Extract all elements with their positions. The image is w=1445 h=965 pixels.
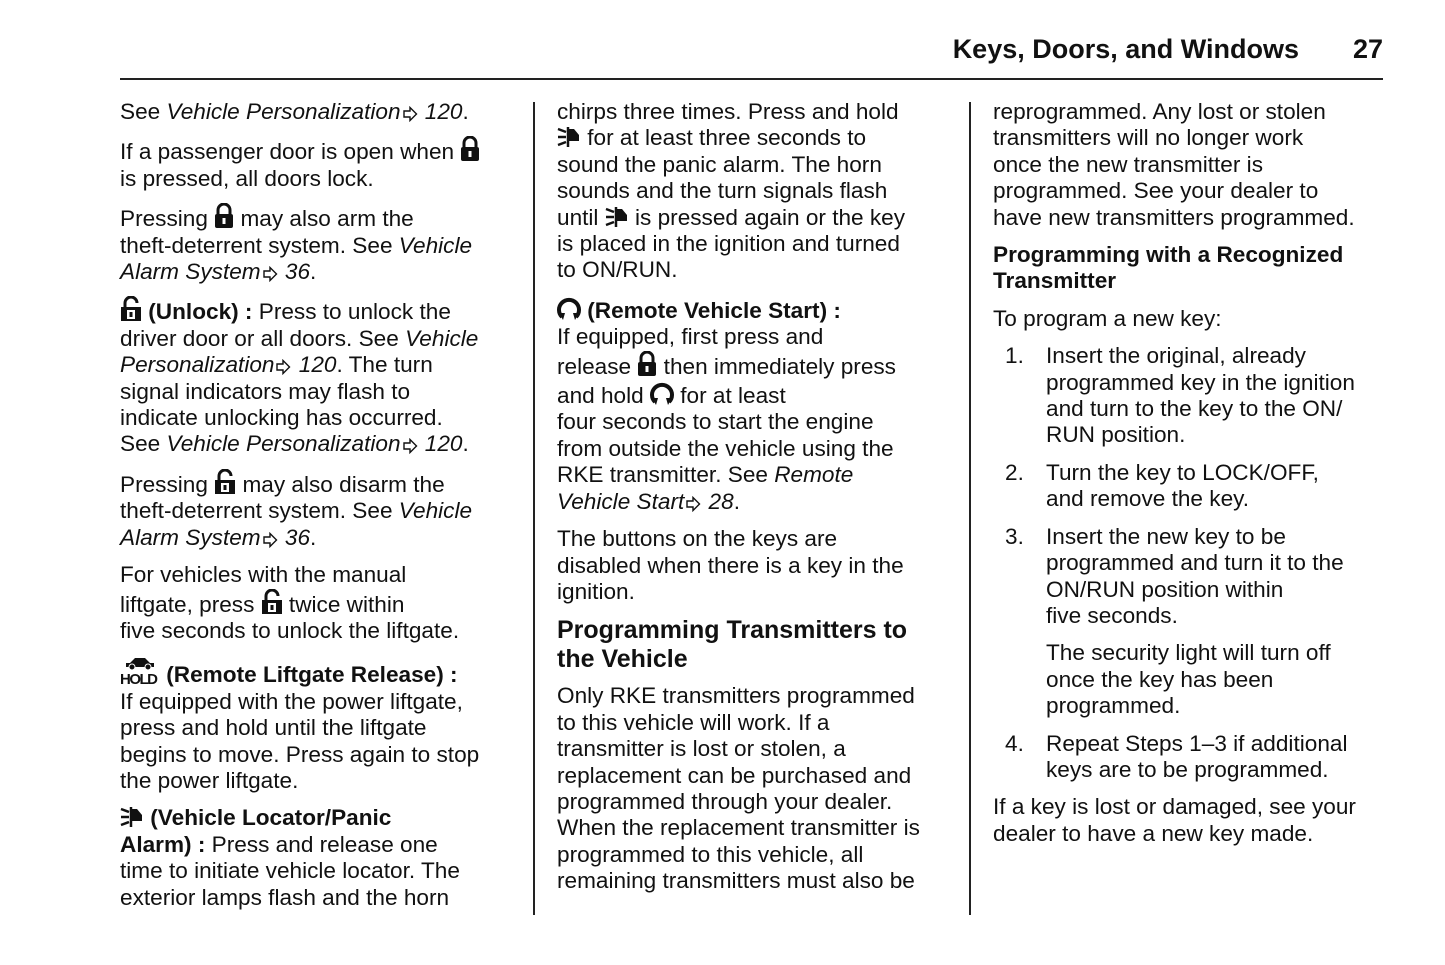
text: Press to unlock the [252, 299, 451, 325]
button-name: (Remote Vehicle Start) : [581, 297, 841, 323]
text: once the key has been [1046, 666, 1274, 692]
text-line [557, 351, 977, 380]
text-line [120, 136, 540, 165]
header-divider [120, 78, 1383, 80]
text-line [1046, 460, 1413, 486]
text: once the new transmitter is [993, 151, 1263, 177]
section-heading [557, 616, 977, 674]
text-line [1046, 667, 1413, 693]
text-line [993, 125, 1413, 151]
text-line [120, 203, 540, 232]
text-line [120, 832, 540, 858]
text: Programming Transmitters to [557, 616, 908, 645]
page-number: 27 [1352, 34, 1383, 64]
text: signal indicators may flash to [120, 378, 411, 404]
text-line [1046, 343, 1413, 369]
section-heading [993, 242, 1413, 295]
text-line [557, 815, 977, 841]
text-line [120, 589, 540, 618]
text-line [557, 125, 977, 151]
text: programmed and turn it to the [1046, 550, 1344, 576]
panic-icon [557, 126, 581, 148]
text-line [120, 715, 540, 741]
text: exterior lamps flash and the horn [120, 884, 450, 910]
text-line [1046, 693, 1413, 719]
text-line [557, 380, 977, 409]
text-line [120, 296, 540, 325]
text: transmitter is lost or stolen, a [557, 736, 846, 762]
text: . [462, 431, 469, 457]
text: The buttons on the keys are [557, 526, 838, 552]
text: Turn the key to LOCK/OFF, [1046, 459, 1319, 485]
text-line [557, 736, 977, 762]
cross-reference-text: Vehicle [405, 325, 479, 351]
list-item [993, 731, 1413, 784]
cross-reference-text: Vehicle [398, 232, 473, 258]
text-line [120, 525, 540, 551]
list-number: 3. [1005, 523, 1024, 549]
text: RUN position. [1046, 422, 1186, 448]
text: See [120, 431, 167, 457]
unlock-icon [214, 469, 236, 495]
text-line [120, 405, 540, 431]
text-line [120, 259, 540, 285]
paragraph [557, 683, 977, 894]
text-line [557, 231, 977, 257]
text: When the replacement transmitter is [557, 815, 920, 841]
text-line [557, 205, 977, 231]
text-line [1046, 603, 1413, 629]
text: and remove the key. [1046, 486, 1250, 512]
text-line [120, 166, 540, 192]
paragraph [993, 640, 1413, 719]
text-line [1046, 422, 1413, 448]
text: If equipped with the power liftgate, [120, 688, 463, 714]
list-number: 1. [1005, 343, 1024, 369]
text-line [557, 178, 977, 204]
cross-reference-text: Vehicle Start [557, 488, 685, 514]
list-item [993, 524, 1413, 630]
cross-reference-text: Vehicle Personalization [166, 99, 401, 124]
paragraph [993, 794, 1413, 847]
text-line [120, 858, 540, 884]
text-line [557, 324, 977, 350]
text-line [120, 431, 540, 457]
text-line [120, 562, 540, 588]
paragraph [120, 655, 540, 794]
text: Insert the original, already [1046, 343, 1306, 369]
list-number: 4. [1005, 730, 1024, 756]
text-line [557, 99, 977, 125]
cross-reference-text: Alarm System [120, 259, 261, 285]
text: driver door or all doors. See [120, 325, 406, 351]
paragraph [557, 526, 977, 605]
column-3 [993, 99, 1413, 858]
paragraph [120, 805, 540, 911]
text: four seconds to start the engine [557, 409, 874, 435]
text: ignition. [557, 578, 635, 604]
text: programmed to this vehicle, all [557, 841, 864, 867]
text-line [120, 469, 540, 498]
ref-arrow-icon [274, 359, 292, 375]
cross-reference-text: Alarm System [120, 524, 261, 550]
ref-arrow-icon [401, 106, 419, 122]
text: is placed in the ignition and turned [557, 231, 900, 257]
text-line [120, 379, 540, 405]
paragraph [120, 562, 540, 644]
text-line [120, 233, 540, 259]
cross-reference-text: 120 [418, 431, 463, 457]
text-line [120, 498, 540, 524]
text: replacement can be purchased and [557, 762, 912, 788]
text-line [1046, 731, 1413, 757]
button-name: Alarm) : [120, 831, 206, 857]
lock-icon [460, 136, 480, 162]
cross-reference-text: 36 [278, 524, 311, 550]
list-number: 2. [1005, 459, 1024, 485]
text: the power liftgate. [120, 767, 299, 793]
paragraph [120, 136, 540, 192]
text: theft-deterrent system. See [120, 498, 399, 524]
text: reprogrammed. Any lost or stolen [993, 99, 1326, 124]
unlock-icon [261, 589, 283, 615]
ref-arrow-icon [684, 496, 702, 512]
text: may also arm the [234, 206, 414, 232]
cross-reference-text: Remote [774, 462, 854, 488]
text-line [120, 326, 540, 352]
text: Pressing [120, 206, 215, 232]
text-line [557, 489, 977, 515]
cross-reference-text: Personalization [120, 352, 275, 378]
text-line [557, 295, 977, 324]
text: dealer to have a new key made. [993, 820, 1314, 846]
text: For vehicles with the manual [120, 562, 407, 588]
cross-reference-text: Vehicle Personalization [166, 431, 401, 457]
button-name: (Remote Liftgate Release) : [160, 662, 458, 688]
text: time to initiate vehicle locator. The [120, 858, 460, 884]
text-line [120, 885, 540, 911]
text-line [120, 655, 540, 688]
panic-icon [120, 806, 144, 828]
cross-reference-text: 120 [418, 99, 463, 124]
column-1 [120, 99, 540, 922]
text: . [310, 524, 317, 550]
text: until [557, 204, 605, 230]
text-line [993, 821, 1413, 847]
paragraph [120, 99, 540, 125]
text: sound the panic alarm. The horn [557, 151, 882, 177]
text-line [557, 763, 977, 789]
paragraph [557, 295, 977, 515]
text-line [120, 99, 540, 125]
text-line [120, 618, 540, 644]
text-line [120, 689, 540, 715]
svg-text:HOLD: HOLD [120, 671, 158, 686]
text: . [462, 99, 469, 124]
remote-start-icon [557, 295, 581, 321]
text-line [1046, 577, 1413, 603]
text: is pressed again or the key [628, 204, 906, 230]
text-line [557, 462, 977, 488]
text: disabled when there is a key in the [557, 552, 904, 578]
text-line [993, 99, 1413, 125]
text-line [120, 805, 540, 831]
text-line [993, 152, 1413, 178]
text: If a passenger door is open when [120, 139, 461, 165]
text: programmed. See your dealer to [993, 178, 1319, 204]
text: Programming with a Recognized [993, 242, 1344, 268]
text-line [993, 205, 1413, 231]
list-item [993, 343, 1413, 449]
text-line [557, 842, 977, 868]
text: and hold [557, 383, 650, 409]
text-line [120, 352, 540, 378]
text: begins to move. Press again to stop [120, 741, 480, 767]
cross-reference-text: Vehicle [398, 498, 473, 524]
text-line [1046, 640, 1413, 666]
text: to this vehicle will work. If a [557, 709, 830, 735]
text: If a key is lost or damaged, see your [993, 794, 1356, 820]
text: programmed key in the ignition [1046, 369, 1355, 395]
text: transmitters will no longer work [993, 125, 1304, 151]
section-title: Keys, Doors, and Windows [952, 34, 1299, 64]
text: theft-deterrent system. See [120, 232, 399, 258]
text: release [557, 353, 638, 379]
text: to ON/RUN. [557, 257, 678, 283]
ref-arrow-icon [261, 532, 279, 548]
text-line [1046, 524, 1413, 550]
text: remaining transmitters must also be [557, 868, 915, 894]
text: programmed through your dealer. [557, 788, 893, 814]
paragraph [993, 99, 1413, 231]
text: twice within [282, 591, 405, 617]
text: The security light will turn off [1046, 640, 1331, 666]
text-line [557, 553, 977, 579]
text: See [120, 99, 167, 124]
text: Transmitter [993, 268, 1117, 294]
text-line [993, 794, 1413, 820]
text: Only RKE transmitters programmed [557, 683, 915, 709]
text-line [557, 683, 977, 709]
text: press and hold until the liftgate [120, 715, 427, 741]
text: from outside the vehicle using the [557, 435, 894, 461]
column-2 [557, 99, 977, 906]
lock-icon [637, 351, 657, 377]
button-name: (Vehicle Locator/Panic [144, 805, 392, 831]
text: Press and release one [205, 831, 438, 857]
text-line [120, 768, 540, 794]
text: programmed. [1046, 693, 1181, 719]
ref-arrow-icon [261, 266, 279, 282]
text-line [993, 242, 1413, 268]
paragraph [120, 469, 540, 551]
text-line [1046, 757, 1413, 783]
text-line [557, 579, 977, 605]
text-line [1046, 550, 1413, 576]
text: have new transmitters programmed. [993, 204, 1355, 230]
text-line [557, 868, 977, 894]
lock-icon [214, 203, 234, 229]
text: ON/RUN position within [1046, 576, 1284, 602]
text: then immediately press [657, 353, 896, 379]
text: sounds and the turn signals flash [557, 178, 888, 204]
text: for at least three seconds to [581, 125, 867, 151]
text: is pressed, all doors lock. [120, 165, 374, 191]
text-line [557, 409, 977, 435]
paragraph [993, 306, 1413, 332]
liftgate-hold-icon [120, 655, 160, 685]
remote-start-icon [650, 380, 674, 406]
text-line [1046, 486, 1413, 512]
text: chirps three times. Press and hold [557, 99, 899, 124]
text: five seconds. [1046, 602, 1178, 628]
text-line [557, 789, 977, 815]
text: for at least [673, 383, 786, 409]
text-line [120, 742, 540, 768]
paragraph [557, 99, 977, 284]
text: may also disarm the [236, 471, 445, 497]
paragraph [120, 203, 540, 285]
text: Insert the new key to be [1046, 523, 1286, 549]
text: RKE transmitter. See [557, 462, 775, 488]
text: . [733, 488, 740, 514]
cross-reference-text: 120 [292, 352, 337, 378]
text-line [993, 178, 1413, 204]
text: five seconds to unlock the liftgate. [120, 617, 460, 643]
text-line [557, 526, 977, 552]
text-line [993, 268, 1413, 294]
text: liftgate, press [120, 591, 261, 617]
text-line [557, 710, 977, 736]
text-line [557, 616, 977, 645]
text-line [557, 436, 977, 462]
text: keys are to be programmed. [1046, 756, 1329, 782]
text: To program a new key: [993, 305, 1222, 331]
text-line [557, 152, 977, 178]
text: . [310, 259, 317, 285]
cross-reference-text: 36 [278, 259, 311, 285]
text-line [1046, 396, 1413, 422]
ref-arrow-icon [401, 438, 419, 454]
button-name: (Unlock) : [142, 299, 253, 325]
paragraph [120, 296, 540, 457]
text: Repeat Steps 1–3 if additional [1046, 730, 1348, 756]
text: . The turn [336, 352, 433, 378]
text: and turn to the key to the ON/ [1046, 396, 1343, 422]
text-line [557, 257, 977, 283]
text: If equipped, first press and [557, 324, 824, 350]
text-line [1046, 370, 1413, 396]
panic-icon [605, 206, 629, 228]
cross-reference-text: 28 [702, 488, 734, 514]
text: the Vehicle [557, 645, 688, 674]
text-line [993, 306, 1413, 332]
text: indicate unlocking has occurred. [120, 405, 443, 431]
unlock-icon [120, 296, 142, 322]
list-item [993, 460, 1413, 513]
text: Pressing [120, 471, 215, 497]
text-line [557, 645, 977, 674]
